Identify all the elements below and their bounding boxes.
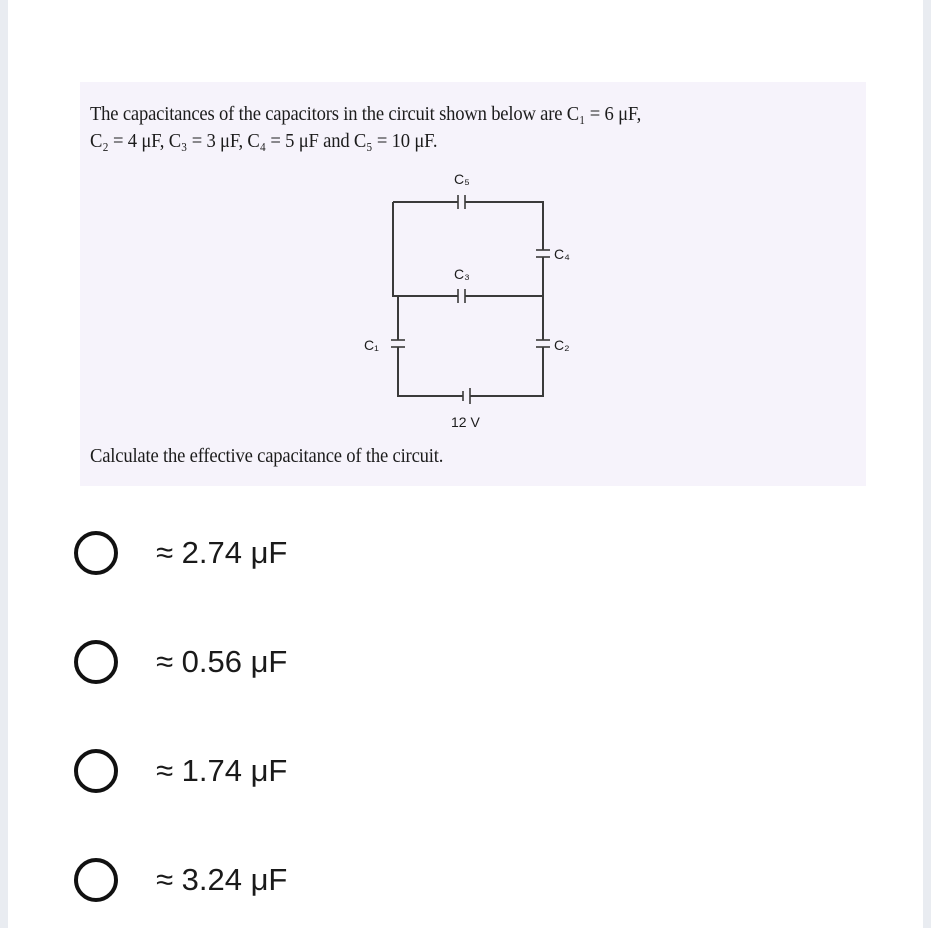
radio-button-icon[interactable] (74, 640, 118, 684)
label-c3: C₃ (454, 266, 470, 282)
question-prompt: Calculate the effective capacitance of the circuit. (90, 445, 444, 467)
wire-bottom-left (398, 347, 463, 396)
option-4[interactable] (74, 850, 394, 910)
option-label: ≈ 2.74 μF (156, 535, 288, 570)
label-battery: 12 V (451, 414, 480, 430)
wire-right-bottom (470, 347, 543, 396)
label-c2: C₂ (554, 337, 570, 353)
question-image (80, 82, 866, 486)
radio-button-icon[interactable] (74, 749, 118, 793)
label-c4: C₄ (554, 246, 570, 262)
wire-left (393, 202, 398, 340)
label-c1: C₁ (364, 337, 379, 353)
radio-button-icon[interactable] (74, 531, 118, 575)
option-2[interactable] (74, 632, 394, 692)
question-text-line-2: C₂ = 4 μF, C₃ = 3 μF, C₄ = 5 μF and C₅ = 10 μF. (90, 130, 438, 152)
option-label: ≈ 1.74 μF (156, 753, 288, 788)
label-c5: C₅ (454, 171, 470, 187)
option-label: ≈ 0.56 μF (156, 644, 288, 679)
option-3[interactable] (74, 741, 394, 801)
option-label: ≈ 3.24 μF (156, 862, 288, 897)
wire-top-right (465, 202, 543, 250)
circuit-diagram (80, 82, 866, 486)
question-card (8, 0, 923, 928)
question-text-line-1: The capacitances of the capacitors in the circuit shown below are C₁ = 6 μF, (90, 103, 642, 125)
radio-button-icon[interactable] (74, 858, 118, 902)
option-1[interactable] (74, 523, 394, 583)
